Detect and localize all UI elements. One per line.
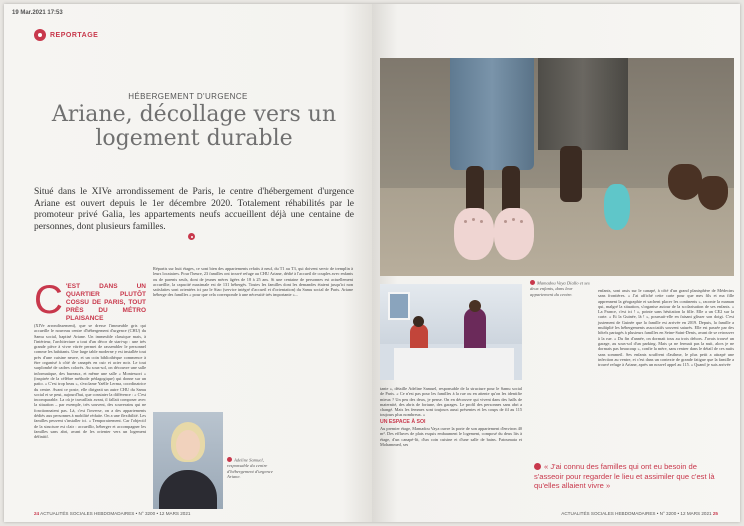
body-text: (XIVe arrondissement), que se dresse l'immeuble gris qui accueille le nouveau centre d'hébergement d'urgence (CHU) du Samu social, baptisé Ariane. Un immeuble classique mais, à l'intérieur, l'architecture a tout d'un décor de start-up : une très grande pièce à vivre vitrée permet de rassembler le personnel comme les habitants. Une large table moderne y est installée tout près d'une cuisine neuve, et un coin bibliothèque commence à être organisé à côté de canapés en cuir et acier noir. Le tout surplombé de cadres colorés. Au sous-sol, on découvre une salle informatique, des bureaux, et même une salle « Montessori » (inspirée de la célèbre méthode pédagogique) qui donne sur un patio. « C'est trop beau », s'exclame Yaëlle Lerma, coordinatrice du centre. Avant ce poste, elle dirigeait un autre CHU du Samu social et se peut, aujourd'hui, que constater la différence : « C'est incomparable. La où je travaillais avant, il fallait composer avec la situation – par exemple, très souvent, des souverains qui ne fonctionnaient pas. Là, c'est l'inverse, on a des appartements dédiés aux personnes à mobilité réduite. On a une flexibilité. Les familles peuvent s'installer ici. » Temporairement. Car l'objectif de la structure est clair : accueillir, héberger et accompagner les familles sans abri, avant de les orienter vers un logement définitif. <box>34 323 146 440</box>
drop-cap: C <box>34 278 63 322</box>
lead-caps: 'EST DANS UN QUARTIER PLUTÔT COSSU DE PARIS, TOUT PRÈS DU MÉTRO PLAISANCE <box>65 283 146 322</box>
section-tag <box>34 29 98 41</box>
family-photo <box>380 284 522 380</box>
portrait-photo <box>153 412 223 509</box>
body-text: tante », détaille Adeline Samuel, responsable de la structure pour le Samu social de Paris. « Ce n'est pas pour les familles à la rue ou en attente qu'on les identifie mieux ? Un peu des deux, je pense. On en découvre qui vivent dans des halls de maternité, des abris de fortune, des garages. Le profil des personnes sans abri a changé. Mais les femmes sont toujours aussi présentes et les coups de fil au 115 toujours plus nombreux. » <box>380 386 522 418</box>
caption-dot-icon <box>530 280 535 285</box>
body-text: Répartis sur huit étages, ce sont bien des appartements refaits à neuf, du T1 au T3, qui doivent servir de tremplin à leurs locataires. Pour l'heure, 23 familles ont trouvé refuge au CHU Ariane, dédié à l'accueil de couples avec enfants ou de parents seuls, dont de jeunes mères âgées de 18 à 25 ans. Si une centaine de personnes est actuellement accueillie, la capacité maximale est de 131 hébergés. Toutes les familles dont les demandes étaient jusqu'ici non satisfaites sont orientées ici par le Siao (service intégré d'accueil et d'orientation) du Samu social de Paris. Ariane héberge des familles « pour que cela corresponde à une nécessité très importante »... <box>153 266 353 298</box>
article-kicker: HÉBERGEMENT D'URGENCE <box>128 92 248 101</box>
section-dot-icon <box>34 29 46 41</box>
magazine-spread <box>4 4 740 522</box>
article-title: Ariane, décollage vers un logement durable <box>51 102 337 151</box>
scan-timestamp: 19 Mar.2021 17:53 <box>12 10 63 16</box>
subhead: UN ESPACE À SOI <box>380 418 426 425</box>
pull-quote: « J'ai connu des familles qui ont eu besoin de s'asseoir pour regarder le lieu et assimiler que c'est là qu'elles allaient vivre » <box>534 462 715 490</box>
body-text: enfants, sont assis sur le canapé, à côté d'un grand planisphère de Médecins sans frontières. « J'ai affiché cette carte pour que mes fils et ma fille apprennent la géographie et sachent placer les continents », raconte la maman qui, malgré la situation, s'organise autour de la scolarisation de ses enfants. « La France, c'est ici ! », pointe sans hésitation la fille. Elle a un CE2 sur la carte. « Et la Guinée, là ! », poursuit-elle en faisant glisser son doigt. C'est justement de Guinée que la famille est arrivée en 2019. Depuis, la famille a multiplié les hébergements associatifs souvent saturés. Elle est passée par des hôtels partagés à plusieurs familles en Seine-Saint-Denis, avant de se retrouver à la rue. « Du fin d'année, on dormait tous au trois dehors. J'avais trouvé un garage, au sous-sol d'un parking. Mais ça ne fermait pas la nuit, alors je ne dormais pas beaucoup », confie la mère, sans rentrer dans le détail de ces nuits sans sommeil. Ses enfants souffrent d'asthme, le plus petit a attrapé une infection au ventre, et c'est dans un contexte de grande fatigue que la famille a trouvé refuge à Ariane, après un nouvel appel au 115. « Quand je suis arrivée <box>598 288 734 368</box>
quote-dot-icon <box>534 463 541 470</box>
photo-caption: Mamadou Vaya Diallo et ses deux enfants, dans leur appartement du centre. <box>530 280 590 297</box>
body-column-4 <box>598 288 734 466</box>
left-page <box>4 4 372 522</box>
body-column-1 <box>34 278 146 511</box>
body-column-2 <box>153 266 353 408</box>
section-label: REPORTAGE <box>50 31 99 39</box>
portrait-caption: Adeline Samuel, responsable du centre d'hébergement d'urgence Ariane. <box>227 457 273 480</box>
body-text: Au premier étage, Mamadou Vaya ouvre la porte de son appartement d'environ 40 m². Des effluves de plats exquis embaument le logement, composé du deux lits à étage, d'un canapé-lit, d'un coin cuisine et d'une salle de bains. Fatoumata et Mohammed, ses <box>380 426 522 447</box>
right-page <box>372 4 740 522</box>
folio-left: 24 ACTUALITÉS SOCIALES HEBDOMADAIRES • N° 3200 • 12 MARS 2021 <box>34 511 191 516</box>
main-photo <box>380 58 734 276</box>
folio-right: ACTUALITÉS SOCIALES HEBDOMADAIRES • N° 3200 • 12 MARS 2021 25 <box>561 511 718 516</box>
ornament-dot-icon <box>188 233 195 240</box>
body-column-3 <box>380 386 522 462</box>
article-standfirst: Situé dans le XIVe arrondissement de Paris, le centre d'hébergement d'urgence Ariane est ouvert depuis le 1er décembre 2020. Totalement réhabilités par le promoteur privé Galia, les appartements neufs accueillent déjà une centaine de personnes, dont plusieurs familles. <box>34 187 354 232</box>
caption-dot-icon <box>227 457 232 462</box>
